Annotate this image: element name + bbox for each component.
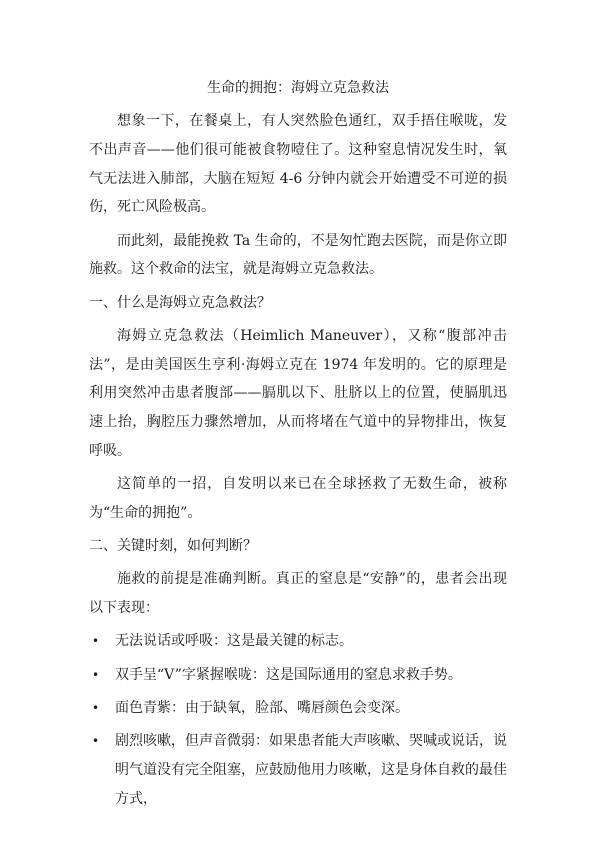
list-item [89,727,507,813]
section-1-heading: 一、什么是海姆立克急救法？ [89,294,271,311]
section-1-paragraph-2: 这简单的一招，自发明以来已在全球拯救了无数生命，被称为“生命的拥抱”。 [89,476,507,522]
document-body [89,74,507,818]
section-2-heading: 二、关键时刻，如何判断？ [89,538,257,555]
bullet-icon: • [92,701,100,716]
list-item [89,627,507,656]
list-item [89,661,507,690]
section-2-paragraph-1: 施救的前提是准确判断。真正的窒息是“安静”的，患者会出现以下表现： [89,571,507,617]
section-1-paragraph-1: 海姆立克急救法（Heimlich Maneuver），又称“腹部冲击法”，是由美国医生亨利·海姆立克在 1974 年发明的。它的原理是利用突然冲击患者腹部——膈肌以下、肚脐以上的位置，使膈肌迅速上抬，胸腔压力骤然增加，从而将堵在气道中的异物排出，恢复呼吸。 [89,327,507,459]
document-title: 生命的拥抱：海姆立克急救法 [207,80,389,96]
list-item-text: 面色青紫：由于缺氧，脸部、嘴唇颜色会变深。 [115,700,409,717]
list-item-text: 无法说话或呼吸：这是最关键的标志。 [115,633,353,650]
bullet-icon: • [92,634,100,649]
symptom-list [89,627,507,813]
list-item [89,694,507,723]
list-item-text: 剧烈咳嗽，但声音微弱：如果患者能大声咳嗽、哭喊或说话，说明气道没有完全阻塞，应鼓励他用力咳嗽，这是身体自救的最佳方式， [115,733,507,807]
intro-paragraph-1: 想象一下，在餐桌上，有人突然脸色通红，双手捂住喉咙，发不出声音——他们很可能被食物噎住了。这种窒息情况发生时，氧气无法进入肺部，大脑在短短 4-6 分钟内就会开始遭受不可逆的损伤，死亡风险极高。 [89,113,507,216]
intro-paragraph-2: 而此刻，最能挽救 Ta 生命的，不是匆忙跑去医院，而是你立即施救。这个救命的法宝，就是海姆立克急救法。 [89,232,507,278]
bullet-icon: • [92,667,100,682]
list-item-text: 双手呈“V”字紧握喉咙：这是国际通用的窒息求救手势。 [115,666,462,683]
bullet-icon: • [92,734,100,749]
